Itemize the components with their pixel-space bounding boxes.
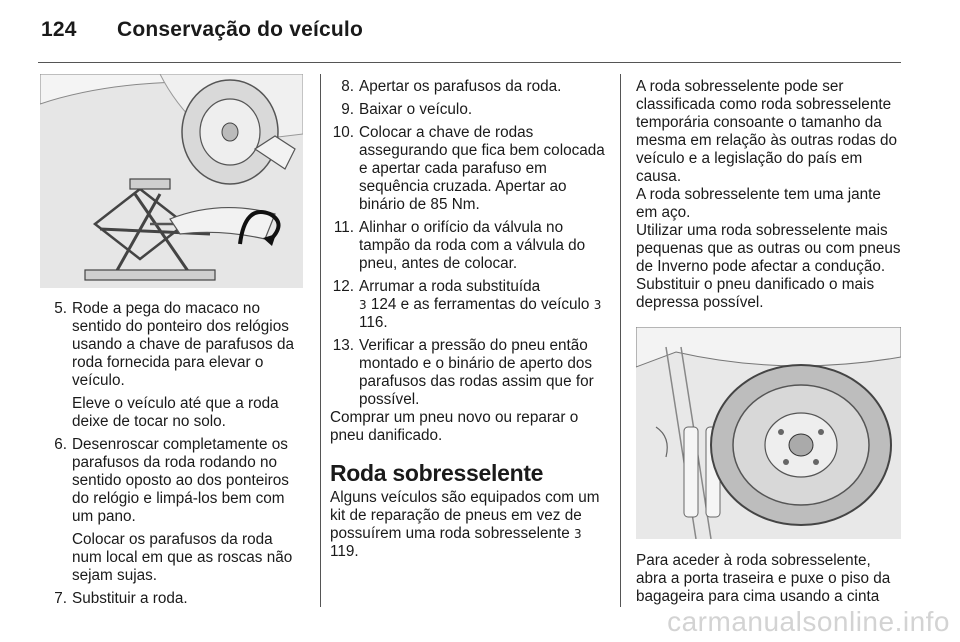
step-6-note: Colocar os parafusos da roda num local em que as roscas não sejam sujas.: [72, 531, 293, 584]
column-divider-right: [620, 74, 621, 607]
spare-wheel-drawing: [636, 327, 901, 539]
step-11: 11. Alinhar o orifício da válvula no tampão da roda com a válvula do pneu, antes de colocar.: [333, 219, 586, 272]
step-10: 10. Colocar a chave de rodas assegurando que fica bem colocada e apertar cada parafuso em sequência cruzada. Apertar ao binário de 85 Nm.: [332, 124, 605, 213]
page-number: 124: [41, 18, 77, 41]
column-right: [636, 78, 904, 312]
step-13: 13. Verificar a pressão do pneu então montado e o binário de aperto dos parafusos das rodas assim que for possível.: [332, 337, 594, 408]
cross-reference-icon[interactable]: 3: [593, 298, 602, 312]
watermark: carmanualsonline.info: [667, 606, 950, 637]
step-12: 12. Arrumar a roda substituída 3 124 e as ferramentas do veículo 3 116.: [332, 278, 602, 331]
step-8: 8. Apertar os parafusos da roda.: [341, 78, 562, 95]
spare-wheel-rim: A roda sobresselente tem uma jante em aço.: [636, 186, 881, 221]
step-9: 9. Baixar o veículo.: [341, 101, 473, 118]
step-5: 5. Rode a pega do macaco no sentido do ponteiro dos relógios usando a chave de parafusos da roda fornecida para elevar o veículo.: [54, 300, 294, 389]
step-7: 7. Substituir a roda.: [54, 590, 188, 607]
column-middle: [330, 78, 606, 561]
spare-wheel-access: Para aceder à roda sobresselente, abra a porta traseira e puxe o piso da bagageira para cima usando a cinta: [636, 552, 891, 605]
page-title: Conservação do veículo: [117, 18, 363, 41]
spare-wheel-driving: Utilizar uma roda sobresselente mais pequenas que as outras ou com pneus de Inverno pode afectar a condução. Substituir o pneu danificado o mais depressa possível.: [636, 222, 901, 311]
jack-drawing: [40, 74, 303, 288]
column-divider-left: [320, 74, 321, 607]
column-left: [43, 300, 305, 608]
jack-illustration: [40, 74, 303, 288]
repair-note: Comprar um pneu novo ou reparar o pneu danificado.: [330, 409, 579, 444]
header-rule: [38, 62, 901, 63]
cross-reference-icon[interactable]: 3: [359, 298, 367, 312]
spare-wheel-classification: A roda sobresselente pode ser classificada como roda sobresselente temporária consoante o tamanho da mesma em relação às outras rodas do veículo e a legislação do país em causa.: [636, 78, 898, 185]
column-right-bottom: [636, 552, 904, 606]
spare-wheel-illustration: [636, 327, 901, 539]
cross-reference-icon[interactable]: 3: [574, 527, 582, 541]
section-title: Roda sobresselente: [330, 460, 544, 486]
step-6: 6. Desenroscar completamente os parafusos da roda rodando no sentido oposto ao dos ponteiros do relógio e limpá-los bem com um pano.: [54, 436, 289, 525]
spare-wheel-intro: Alguns veículos são equipados com um kit de reparação de pneus em vez de possuírem uma roda sobresselente 3 119.: [330, 489, 600, 560]
step-5-note: Eleve o veículo até que a roda deixe de tocar no solo.: [72, 395, 279, 430]
page-header: [41, 18, 363, 42]
